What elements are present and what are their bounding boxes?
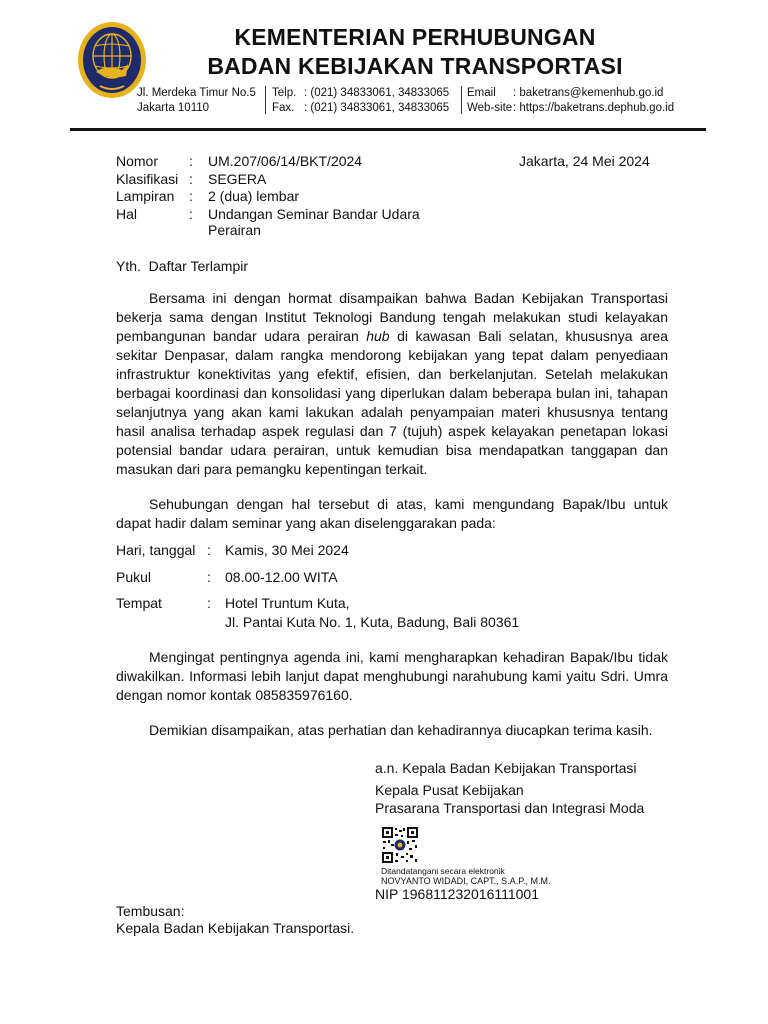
website-label: Web-site bbox=[467, 102, 513, 114]
meta-colon: : bbox=[189, 153, 193, 169]
event-venue-name: Hotel Truntum Kuta, bbox=[225, 595, 350, 611]
signatory-nip: NIP 196811232016111001 bbox=[375, 886, 540, 902]
event-venue-address: Jl. Pantai Kuta No. 1, Kuta, Badung, Bali 80361 bbox=[225, 614, 520, 630]
signatory-name: NOVYANTO WIDADI, CAPT., S.A.P., M.M. bbox=[381, 876, 551, 886]
klasifikasi-label: Klasifikasi bbox=[116, 171, 179, 187]
meta-colon: : bbox=[189, 206, 193, 222]
hal-value-line1: Undangan Seminar Bandar Udara bbox=[208, 206, 420, 222]
email-value: : baketrans@kemenhub.go.id bbox=[513, 87, 664, 99]
letterhead-rule bbox=[70, 128, 706, 131]
email-label: Email bbox=[467, 87, 496, 99]
place-date: Jakarta, 24 Mei 2024 bbox=[519, 153, 650, 169]
address-street: Jl. Merdeka Timur No.5 bbox=[137, 87, 256, 99]
e-signature-note: Ditandatangani secara elektronik bbox=[381, 866, 505, 876]
event-colon: : bbox=[207, 595, 211, 611]
body-paragraph-1-italic: hub bbox=[366, 328, 390, 344]
letter-meta bbox=[0, 153, 768, 243]
meta-colon: : bbox=[189, 188, 193, 204]
signature-title-line2: Prasarana Transportasi dan Integrasi Moda bbox=[375, 800, 645, 816]
hal-label: Hal bbox=[116, 206, 138, 222]
klasifikasi-value: SEGERA bbox=[208, 171, 267, 187]
event-date-label: Hari, tanggal bbox=[116, 542, 196, 558]
lampiran-value: 2 (dua) lembar bbox=[208, 188, 300, 204]
addressee: Yth. Daftar Terlampir bbox=[116, 258, 249, 274]
letterhead-divider bbox=[461, 86, 462, 114]
signature-on-behalf: a.n. Kepala Badan Kebijakan Transportasi bbox=[375, 760, 637, 776]
cc-item: Kepala Badan Kebijakan Transportasi. bbox=[116, 920, 355, 936]
org-title-ministry: KEMENTERIAN PERHUBUNGAN bbox=[234, 24, 596, 50]
body-paragraph-1 bbox=[116, 289, 668, 479]
body-paragraph-1-text: Bersama ini dengan hormat disampaikan bahwa Badan Kebijakan Transportasi bekerja sama dengan Institut Teknologi Bandung tengah melakukan studi kelayakan pembangunan bandar udara perairan bbox=[116, 290, 668, 344]
fax-label: Fax. bbox=[272, 102, 295, 114]
event-colon: : bbox=[207, 569, 211, 585]
body-paragraph-1-text-cont: di kawasan Bali selatan, khususnya area sekitar Denpasar, dalam rangka mendorong kebijakan yang tepat dalam penyediaan infrastruktur konektivitas yang efektif, efisien, dan berkelanjutan. Setelah melakukan berbagai koordinasi dan konsolidasi yang diperlukan dalam beberapa bulan ini, tahapan selanjutnya yang akan kami lakukan adalah penyampaian materi khususnya tentang hasil analisa terhadap aspek regulasi dan 7 (tujuh) aspek kelayakan penetapan lokasi potensial bandar udara perairan, untuk kemudian bisa mendapatkan tanggapan dan masukan dari para pemangku kepentingan terkait. bbox=[116, 328, 668, 477]
closing-sentence: Demikian disampaikan, atas perhatian dan kehadirannya diucapkan terima kasih. bbox=[149, 722, 653, 738]
org-title-agency: BADAN KEBIJAKAN TRANSPORTASI bbox=[207, 53, 623, 79]
meta-colon: : bbox=[189, 171, 193, 187]
event-time-label: Pukul bbox=[116, 569, 152, 585]
letterhead-divider bbox=[265, 86, 266, 114]
telp-value: : (021) 34833061, 34833065 bbox=[304, 87, 450, 99]
address-city: Jakarta 10110 bbox=[137, 102, 210, 114]
fax-value: : (021) 34833061, 34833065 bbox=[304, 102, 450, 114]
signature-title-line1: Kepala Pusat Kebijakan bbox=[375, 782, 524, 798]
body-paragraph-2: Sehubungan dengan hal tersebut di atas, kami mengundang Bapak/Ibu untuk dapat hadir dalam seminar yang akan diselenggarakan pada: bbox=[116, 496, 668, 531]
nomor-label: Nomor bbox=[116, 153, 159, 169]
body-paragraph-3: Mengingat pentingnya agenda ini, kami mengharapkan kehadiran Bapak/Ibu tidak diwakilkan. Informasi lebih lanjut dapat menghubungi narahubung kami yaitu Sdri. Umra dengan nomor kontak 085835976160. bbox=[116, 649, 668, 703]
event-colon: : bbox=[207, 542, 211, 558]
nomor-value: UM.207/06/14/BKT/2024 bbox=[208, 153, 363, 169]
cc-label: Tembusan: bbox=[116, 903, 185, 919]
event-date-value: Kamis, 30 Mei 2024 bbox=[225, 542, 349, 558]
lampiran-label: Lampiran bbox=[116, 188, 175, 204]
event-time-value: 08.00-12.00 WITA bbox=[225, 569, 338, 585]
website-value: : https://baketrans.dephub.go.id bbox=[513, 102, 675, 114]
qr-code-icon bbox=[381, 826, 419, 864]
telp-label: Telp. bbox=[272, 87, 297, 99]
hal-value-line2: Perairan bbox=[208, 222, 261, 238]
event-venue-label: Tempat bbox=[116, 595, 162, 611]
